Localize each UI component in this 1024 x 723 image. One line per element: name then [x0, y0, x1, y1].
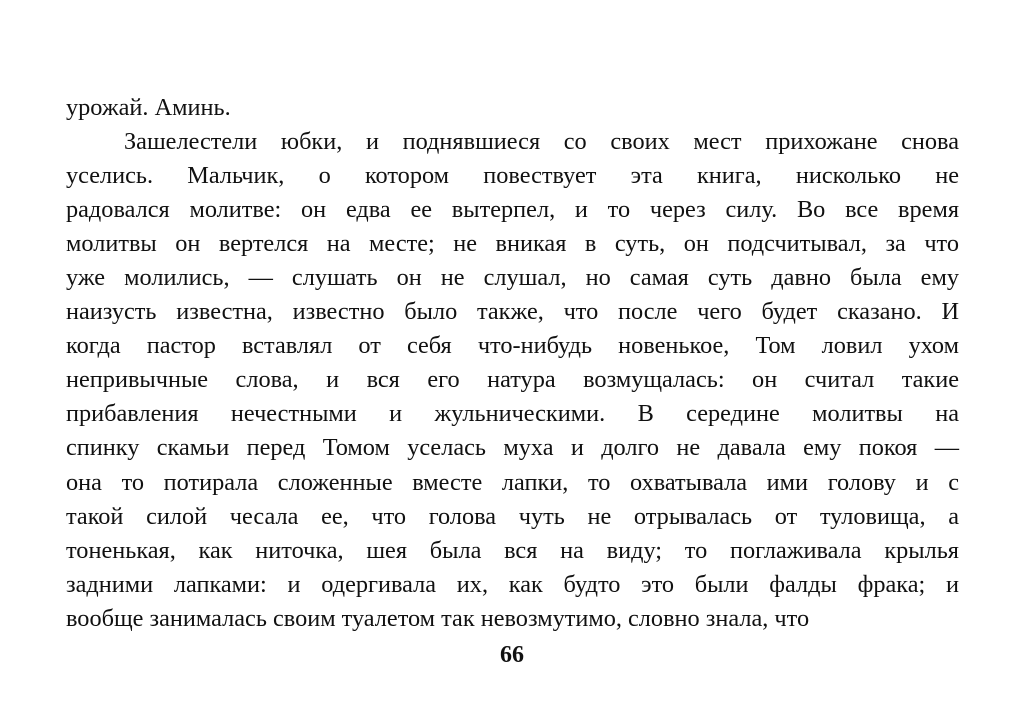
text-line: уже молились, — слушать он не слушал, но самая суть давно была ему — [66, 264, 959, 292]
text-line: молитвы он вертелся на месте; не вникая в суть, он подсчитывал, за что — [66, 230, 959, 258]
text-line: тоненькая, как ниточка, шея была вся на виду; то поглаживала крылья — [66, 536, 959, 564]
text-line: прибавления нечестными и жульническими. В середине молитвы на — [66, 400, 959, 428]
text-line: уселись. Мальчик, о котором повествует эта книга, нисколько не — [66, 162, 959, 190]
text-line: непривычные слова, и вся его натура возмущалась: он считал такие — [66, 366, 959, 394]
text-line: вообще занималась своим туалетом так невозмутимо, словно знала, что — [66, 604, 810, 632]
text-line: наизусть известна, известно было также, что после чего будет сказано. И — [66, 298, 959, 326]
text-line: когда пастор вставлял от себя что-нибудь новенькое, Том ловил ухом — [66, 332, 959, 360]
body-text — [66, 91, 959, 636]
text-line: она то потирала сложенные вместе лапки, то охватывала ими голову и с — [66, 468, 959, 496]
page-number: 66 — [500, 642, 524, 668]
text-line: урожай. Аминь. — [66, 94, 231, 121]
text-line: задними лапками: и одергивала их, как будто это были фалды фрака; и — [66, 570, 959, 598]
text-line: радовался молитве: он едва ее вытерпел, и то через силу. Во все время — [66, 196, 959, 224]
text-line: такой силой чесала ее, что голова чуть не отрывалась от туловища, а — [66, 502, 959, 530]
text-line: Зашелестели юбки, и поднявшиеся со своих мест прихожане снова — [124, 128, 959, 156]
text-line: спинку скамьи перед Томом уселась муха и долго не давала ему покоя — — [66, 434, 959, 462]
